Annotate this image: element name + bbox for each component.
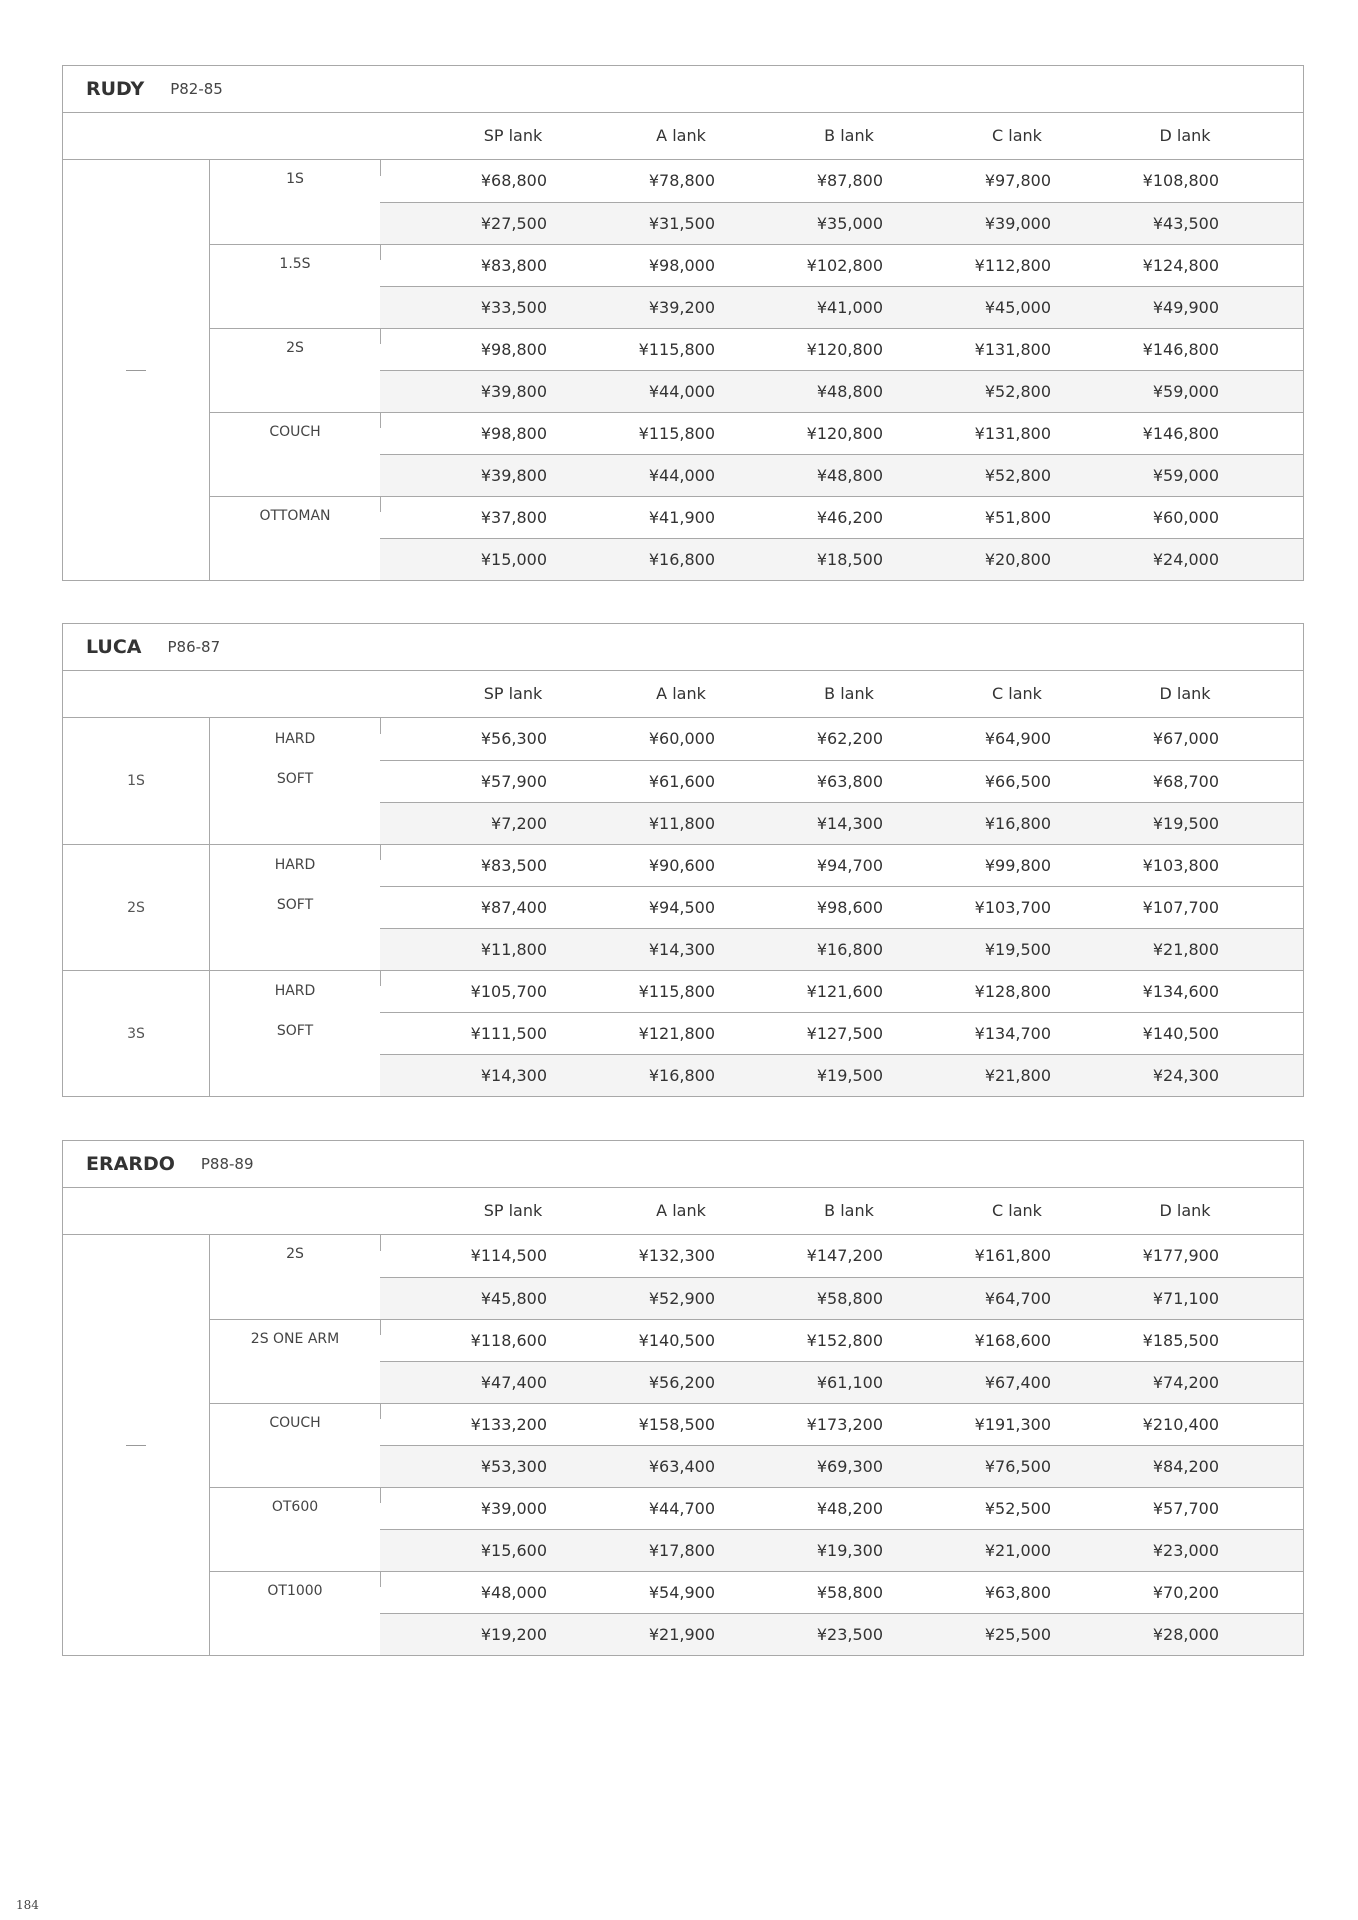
price-cell: ¥25,500: [984, 1625, 1051, 1644]
price-cell: ¥177,900: [1142, 1246, 1219, 1265]
price-cell: ¥61,100: [816, 1373, 883, 1392]
price-cell: ¥14,300: [816, 814, 883, 833]
price-cell: ¥67,400: [984, 1373, 1051, 1392]
price-row: [380, 718, 1303, 760]
rank-header: D lank: [1159, 684, 1211, 703]
price-cell: ¥16,800: [984, 814, 1051, 833]
price-cell: ¥19,200: [480, 1625, 547, 1644]
price-cell: ¥60,000: [1152, 508, 1219, 527]
item-label: HARD: [274, 857, 316, 873]
price-cell: ¥84,200: [1152, 1457, 1219, 1476]
price-cell: ¥69,300: [816, 1457, 883, 1476]
item-label: OTTOMAN: [210, 496, 380, 580]
page-reference: P82-85: [170, 80, 223, 98]
price-cell: ¥52,800: [984, 382, 1051, 401]
price-cell: ¥97,800: [984, 171, 1051, 190]
row-tick: [380, 496, 381, 512]
price-cell: ¥17,800: [648, 1541, 715, 1560]
price-cell: ¥94,700: [816, 856, 883, 875]
price-cell: ¥98,800: [480, 340, 547, 359]
rank-header: SP lank: [483, 126, 543, 145]
price-cell: ¥98,600: [816, 898, 883, 917]
price-cell: ¥14,300: [648, 940, 715, 959]
rank-header: B lank: [824, 126, 874, 145]
price-cell: ¥210,400: [1142, 1415, 1219, 1434]
price-row: [380, 844, 1303, 886]
price-cell: ¥105,700: [470, 982, 547, 1001]
rank-header: B lank: [824, 684, 874, 703]
price-cell: ¥112,800: [974, 256, 1051, 275]
rank-header: A lank: [656, 684, 706, 703]
price-cell: ¥48,000: [480, 1583, 547, 1602]
product-name: RUDY: [86, 78, 145, 100]
price-cell: ¥52,900: [648, 1289, 715, 1308]
price-cell: ¥128,800: [974, 982, 1051, 1001]
price-cell: ¥68,800: [480, 171, 547, 190]
price-cell: ¥14,300: [480, 1066, 547, 1085]
price-cell: ¥52,500: [984, 1499, 1051, 1518]
price-cell: ¥39,200: [648, 298, 715, 317]
price-cell: ¥140,500: [638, 1331, 715, 1350]
price-cell: ¥15,000: [480, 550, 547, 569]
price-row: [380, 1277, 1303, 1319]
price-cell: ¥87,400: [480, 898, 547, 917]
price-cell: ¥52,800: [984, 466, 1051, 485]
item-label: HARD: [274, 983, 316, 999]
price-row: [380, 244, 1303, 286]
group-label: 3S: [63, 970, 210, 1096]
price-cell: ¥37,800: [480, 508, 547, 527]
price-cell: ¥23,500: [816, 1625, 883, 1644]
price-cell: ¥118,600: [470, 1331, 547, 1350]
price-row: [380, 1235, 1303, 1277]
item-label: COUCH: [210, 412, 380, 496]
rank-header-row: [63, 671, 1303, 718]
price-cell: ¥64,900: [984, 729, 1051, 748]
group-separator: [210, 970, 380, 971]
price-cell: ¥83,800: [480, 256, 547, 275]
rank-header: SP lank: [483, 684, 543, 703]
price-cell: ¥58,800: [816, 1583, 883, 1602]
group-label: 2S: [63, 844, 210, 970]
price-cell: ¥140,500: [1142, 1024, 1219, 1043]
price-cell: ¥45,800: [480, 1289, 547, 1308]
price-cell: ¥21,800: [1152, 940, 1219, 959]
price-row: [380, 1054, 1303, 1096]
row-tick: [380, 1487, 381, 1503]
price-row: [380, 286, 1303, 328]
price-row: [380, 412, 1303, 454]
price-row: [380, 970, 1303, 1012]
price-cell: ¥24,000: [1152, 550, 1219, 569]
price-cell: ¥103,700: [974, 898, 1051, 917]
item-label: OT1000: [210, 1571, 380, 1655]
price-row: [380, 1529, 1303, 1571]
price-cell: ¥71,100: [1152, 1289, 1219, 1308]
product-name: LUCA: [86, 636, 142, 658]
item-label: SOFT: [276, 897, 314, 913]
rank-header: D lank: [1159, 126, 1211, 145]
row-tick: [380, 718, 381, 734]
group-label: 1S: [63, 718, 210, 844]
price-cell: ¥23,000: [1152, 1541, 1219, 1560]
row-tick: [380, 1403, 381, 1419]
price-cell: ¥15,600: [480, 1541, 547, 1560]
price-row: [380, 496, 1303, 538]
price-cell: ¥39,800: [480, 382, 547, 401]
price-cell: ¥60,000: [648, 729, 715, 748]
rank-header: SP lank: [483, 1201, 543, 1220]
price-cell: ¥191,300: [974, 1415, 1051, 1434]
price-cell: ¥61,600: [648, 772, 715, 791]
price-cell: ¥19,300: [816, 1541, 883, 1560]
price-cell: ¥161,800: [974, 1246, 1051, 1265]
price-cell: ¥147,200: [806, 1246, 883, 1265]
table-title-row: [63, 66, 1303, 113]
price-cell: ¥24,300: [1152, 1066, 1219, 1085]
price-cell: ¥19,500: [984, 940, 1051, 959]
price-row: [380, 1012, 1303, 1054]
price-cell: ¥133,200: [470, 1415, 547, 1434]
rank-header-row: [63, 1188, 1303, 1235]
price-cell: ¥39,800: [480, 466, 547, 485]
price-cell: ¥57,900: [480, 772, 547, 791]
price-cell: ¥33,500: [480, 298, 547, 317]
group-separator: [210, 844, 380, 845]
price-cell: ¥115,800: [638, 982, 715, 1001]
price-cell: ¥90,600: [648, 856, 715, 875]
price-cell: ¥54,900: [648, 1583, 715, 1602]
price-row: [380, 160, 1303, 202]
dash-mark: [126, 1445, 146, 1446]
price-cell: ¥87,800: [816, 171, 883, 190]
price-cell: ¥131,800: [974, 424, 1051, 443]
page-number: 184: [16, 1898, 39, 1912]
price-cell: ¥18,500: [816, 550, 883, 569]
table-body: [63, 1235, 1303, 1655]
price-cell: ¥58,800: [816, 1289, 883, 1308]
price-cell: ¥83,500: [480, 856, 547, 875]
price-cell: ¥63,800: [816, 772, 883, 791]
item-label: SOFT: [276, 771, 314, 787]
row-tick: [380, 412, 381, 428]
price-cell: ¥62,200: [816, 729, 883, 748]
item-label: 2S: [210, 328, 380, 412]
price-cell: ¥48,200: [816, 1499, 883, 1518]
rank-header: B lank: [824, 1201, 874, 1220]
price-cell: ¥43,500: [1152, 214, 1219, 233]
price-cell: ¥49,900: [1152, 298, 1219, 317]
price-cell: ¥21,000: [984, 1541, 1051, 1560]
price-cell: ¥7,200: [491, 814, 547, 833]
price-row: [380, 1445, 1303, 1487]
rank-header: A lank: [656, 126, 706, 145]
price-row: [380, 202, 1303, 244]
table-body: [63, 718, 1303, 1096]
price-cell: ¥20,800: [984, 550, 1051, 569]
price-cell: ¥39,000: [984, 214, 1051, 233]
price-cell: ¥11,800: [480, 940, 547, 959]
price-row: [380, 802, 1303, 844]
item-label: 1S: [286, 171, 304, 187]
price-cell: ¥132,300: [638, 1246, 715, 1265]
price-cell: ¥44,000: [648, 466, 715, 485]
price-cell: ¥114,500: [470, 1246, 547, 1265]
row-tick: [380, 844, 381, 860]
price-cell: ¥11,800: [648, 814, 715, 833]
price-cell: ¥78,800: [648, 171, 715, 190]
price-cell: ¥103,800: [1142, 856, 1219, 875]
item-label: HARD: [274, 731, 316, 747]
item-label: 2S ONE ARM: [210, 1319, 380, 1403]
price-cell: ¥68,700: [1152, 772, 1219, 791]
price-row: [380, 1361, 1303, 1403]
price-cell: ¥27,500: [480, 214, 547, 233]
price-cell: ¥39,000: [480, 1499, 547, 1518]
price-cell: ¥56,300: [480, 729, 547, 748]
price-cell: ¥134,700: [974, 1024, 1051, 1043]
price-cell: ¥120,800: [806, 424, 883, 443]
row-tick: [380, 160, 381, 176]
price-table-erardo: [62, 1140, 1304, 1656]
price-cell: ¥59,000: [1152, 466, 1219, 485]
item-label: COUCH: [210, 1403, 380, 1487]
price-row: [380, 1571, 1303, 1613]
price-cell: ¥99,800: [984, 856, 1051, 875]
rank-header: C lank: [992, 684, 1042, 703]
price-cell: ¥47,400: [480, 1373, 547, 1392]
price-cell: ¥107,700: [1142, 898, 1219, 917]
price-cell: ¥121,800: [638, 1024, 715, 1043]
price-row: [380, 1613, 1303, 1655]
price-cell: ¥16,800: [816, 940, 883, 959]
price-table-luca: [62, 623, 1304, 1097]
price-cell: ¥21,900: [648, 1625, 715, 1644]
price-cell: ¥152,800: [806, 1331, 883, 1350]
rank-header: D lank: [1159, 1201, 1211, 1220]
price-cell: ¥168,600: [974, 1331, 1051, 1350]
price-row: [380, 928, 1303, 970]
price-cell: ¥63,800: [984, 1583, 1051, 1602]
row-tick: [380, 970, 381, 986]
price-cell: ¥67,000: [1152, 729, 1219, 748]
price-cell: ¥63,400: [648, 1457, 715, 1476]
price-cell: ¥66,500: [984, 772, 1051, 791]
price-cell: ¥19,500: [816, 1066, 883, 1085]
price-cell: ¥94,500: [648, 898, 715, 917]
row-tick: [380, 1571, 381, 1587]
page-reference: P88-89: [200, 1155, 254, 1173]
price-row: [380, 886, 1303, 928]
table-title-row: [63, 624, 1303, 671]
rank-header: A lank: [656, 1201, 706, 1220]
group-label: [63, 1235, 210, 1655]
price-cell: ¥53,300: [480, 1457, 547, 1476]
price-row: [380, 1403, 1303, 1445]
price-row: [380, 454, 1303, 496]
price-cell: ¥35,000: [816, 214, 883, 233]
price-row: [380, 538, 1303, 580]
price-cell: ¥108,800: [1142, 171, 1219, 190]
price-cell: ¥57,700: [1152, 1499, 1219, 1518]
price-cell: ¥131,800: [974, 340, 1051, 359]
price-cell: ¥76,500: [984, 1457, 1051, 1476]
product-name: ERARDO: [86, 1153, 175, 1175]
price-cell: ¥41,900: [648, 508, 715, 527]
price-cell: ¥44,700: [648, 1499, 715, 1518]
price-row: [380, 760, 1303, 802]
price-cell: ¥98,800: [480, 424, 547, 443]
row-tick: [380, 1319, 381, 1335]
price-cell: ¥44,000: [648, 382, 715, 401]
price-cell: ¥28,000: [1152, 1625, 1219, 1644]
price-cell: ¥41,000: [816, 298, 883, 317]
dash-mark: [126, 370, 146, 371]
price-cell: ¥146,800: [1142, 340, 1219, 359]
price-cell: ¥173,200: [806, 1415, 883, 1434]
page-reference: P86-87: [167, 638, 221, 656]
price-cell: ¥158,500: [638, 1415, 715, 1434]
price-cell: ¥121,600: [806, 982, 883, 1001]
price-cell: ¥134,600: [1142, 982, 1219, 1001]
price-cell: ¥64,700: [984, 1289, 1051, 1308]
price-cell: ¥31,500: [648, 214, 715, 233]
price-row: [380, 1487, 1303, 1529]
row-tick: [380, 244, 381, 260]
price-cell: ¥56,200: [648, 1373, 715, 1392]
price-cell: ¥115,800: [638, 424, 715, 443]
price-cell: ¥74,200: [1152, 1373, 1219, 1392]
price-cell: ¥48,800: [816, 382, 883, 401]
price-cell: ¥16,800: [648, 550, 715, 569]
price-cell: ¥127,500: [806, 1024, 883, 1043]
price-cell: ¥111,500: [470, 1024, 547, 1043]
row-tick: [380, 1235, 381, 1251]
price-cell: ¥46,200: [816, 508, 883, 527]
item-label: 2S: [286, 1246, 304, 1262]
group-label: [63, 160, 210, 580]
price-cell: ¥70,200: [1152, 1583, 1219, 1602]
price-cell: ¥124,800: [1142, 256, 1219, 275]
price-cell: ¥115,800: [638, 340, 715, 359]
price-cell: ¥19,500: [1152, 814, 1219, 833]
price-cell: ¥45,000: [984, 298, 1051, 317]
price-cell: ¥16,800: [648, 1066, 715, 1085]
price-table-rudy: [62, 65, 1304, 581]
table-title-row: [63, 1141, 1303, 1188]
price-row: [380, 370, 1303, 412]
item-label: OT600: [210, 1487, 380, 1571]
price-cell: ¥21,800: [984, 1066, 1051, 1085]
price-cell: ¥102,800: [806, 256, 883, 275]
price-cell: ¥120,800: [806, 340, 883, 359]
price-row: [380, 1319, 1303, 1361]
price-cell: ¥59,000: [1152, 382, 1219, 401]
rank-header: C lank: [992, 126, 1042, 145]
item-label: 1.5S: [210, 244, 380, 328]
price-cell: ¥98,000: [648, 256, 715, 275]
table-body: [63, 160, 1303, 580]
price-cell: ¥48,800: [816, 466, 883, 485]
item-label: SOFT: [276, 1023, 314, 1039]
price-cell: ¥185,500: [1142, 1331, 1219, 1350]
row-tick: [380, 328, 381, 344]
rank-header-row: [63, 113, 1303, 160]
price-cell: ¥51,800: [984, 508, 1051, 527]
price-row: [380, 328, 1303, 370]
price-cell: ¥146,800: [1142, 424, 1219, 443]
rank-header: C lank: [992, 1201, 1042, 1220]
